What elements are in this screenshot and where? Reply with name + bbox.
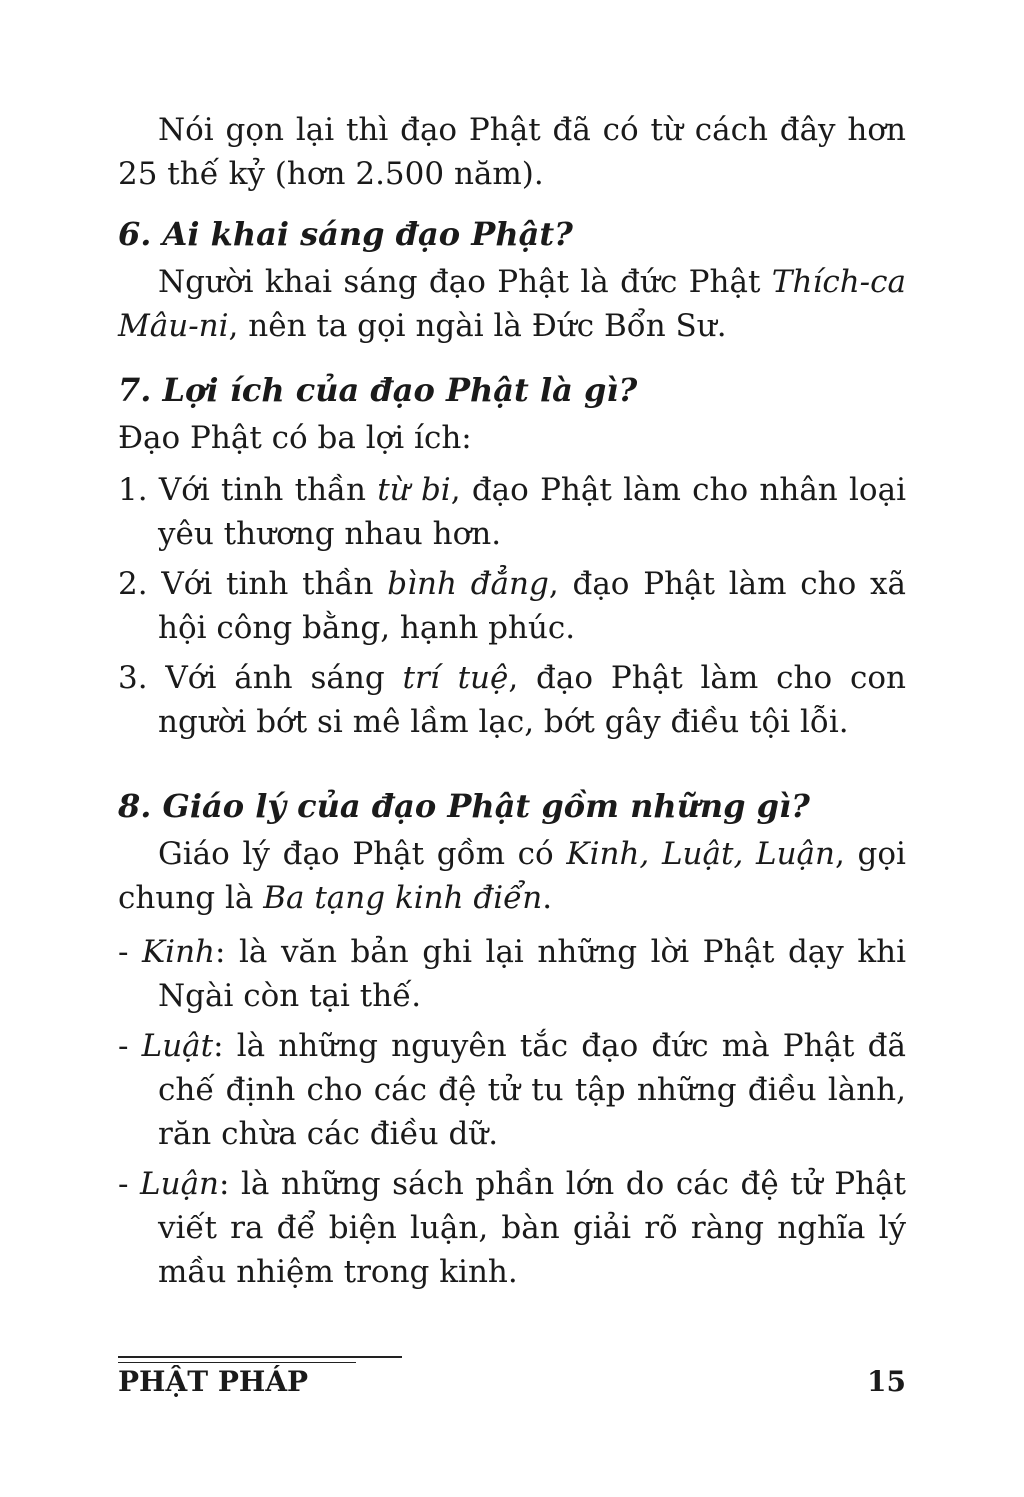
question-7-list: [118, 468, 906, 744]
item-emphasis: bình đẳng: [387, 566, 549, 602]
list-item: [118, 1162, 906, 1294]
item-prefix: -: [118, 1166, 141, 1202]
page-body: [118, 108, 906, 1294]
item-text: , đạo Phật làm cho con người bớt si mê lầm lạc, bớt gây điều tội lỗi.: [158, 660, 906, 740]
running-footer-title: PHẬT PHÁP: [118, 1365, 309, 1398]
item-prefix: 3. Với ánh sáng: [118, 660, 403, 696]
list-item: [118, 930, 906, 1018]
item-emphasis: Luận: [140, 1166, 220, 1202]
q6-text-b: , nên ta gọi ngài là Đức Bổn Sư.: [228, 308, 727, 344]
item-prefix: 2. Với tinh thần: [118, 566, 388, 602]
item-prefix: -: [118, 1028, 142, 1064]
item-text: , đạo Phật làm cho nhân loại yêu thương nhau hơn.: [158, 472, 906, 552]
item-emphasis: từ bi: [377, 472, 451, 508]
item-text: : là những nguyên tắc đạo đức mà Phật đã chế định cho các đệ tử tu tập những điều lành, răn chừa các điều dữ.: [158, 1028, 906, 1152]
q8-emphasis-1: Kinh, Luật, Luận: [566, 836, 835, 872]
question-8-answer: [118, 832, 906, 920]
item-text: , đạo Phật làm cho xã hội công bằng, hạnh phúc.: [158, 566, 906, 646]
question-6-heading: 6. Ai khai sáng đạo Phật?: [118, 215, 573, 253]
q6-name-emphasis: Thích-ca Mâu-ni: [118, 264, 906, 344]
intro-paragraph: Nói gọn lại thì đạo Phật đã có từ cách đây hơn 25 thế kỷ (hơn 2.500 năm).: [118, 112, 906, 192]
list-item: [118, 1024, 906, 1156]
q8-text-b: , gọi chung là: [118, 836, 906, 916]
question-8-heading: 8. Giáo lý của đạo Phật gồm những gì?: [118, 787, 810, 825]
q8-text-a: Giáo lý đạo Phật gồm có: [158, 836, 567, 872]
question-7-lead: Đạo Phật có ba lợi ích:: [118, 420, 472, 456]
item-prefix: 1. Với tinh thần: [118, 472, 378, 508]
question-7-heading: 7. Lợi ích của đạo Phật là gì?: [118, 371, 638, 409]
item-emphasis: Kinh: [142, 934, 216, 970]
item-emphasis: trí tuệ: [402, 660, 509, 696]
q8-text-c: .: [542, 880, 553, 916]
item-text: : là những sách phần lớn do các đệ tử Phật viết ra để biện luận, bàn giải rõ ràng nghĩa lý mầu nhiệm trong kinh.: [158, 1166, 906, 1290]
question-6-answer: [118, 260, 906, 348]
page-number: 15: [867, 1365, 906, 1398]
list-item: [118, 562, 906, 650]
q8-emphasis-2: Ba tạng kinh điển: [263, 880, 543, 916]
list-item: [118, 656, 906, 744]
footer-rule: [118, 1356, 402, 1358]
item-emphasis: Luật: [141, 1028, 214, 1064]
question-8-list: [118, 930, 906, 1294]
list-item: [118, 468, 906, 556]
item-prefix: -: [118, 934, 143, 970]
q6-text-a: Người khai sáng đạo Phật là đức Phật: [158, 264, 772, 300]
item-text: : là văn bản ghi lại những lời Phật dạy khi Ngài còn tại thế.: [158, 934, 906, 1014]
